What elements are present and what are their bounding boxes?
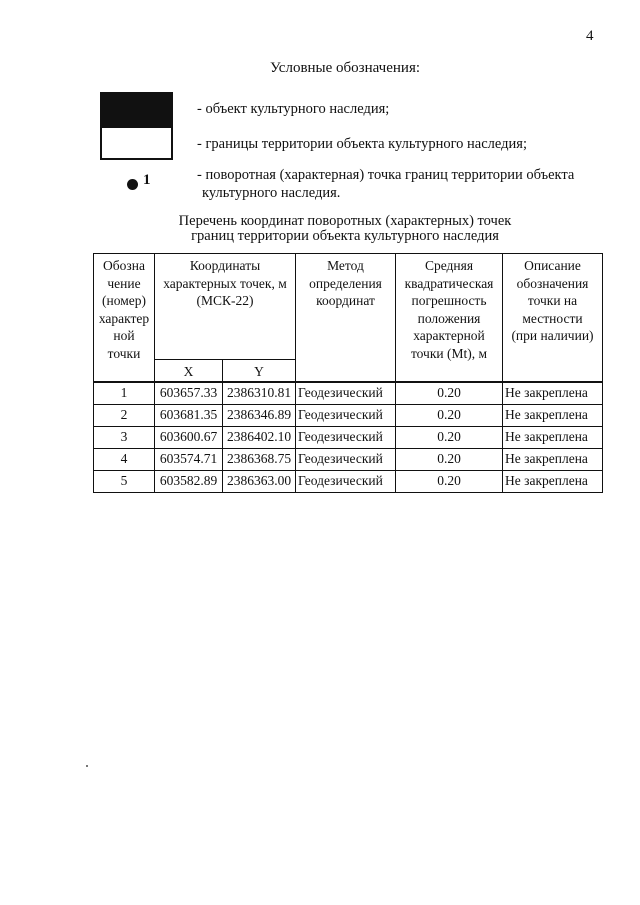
cell-y: 2386402.10 — [223, 426, 296, 448]
cell-method: Геодезический — [296, 382, 396, 405]
header-x: X — [155, 360, 223, 382]
cell-description: Не закреплена — [503, 448, 603, 470]
table-caption-line1: Перечень координат поворотных (характерных) точек — [178, 213, 512, 229]
cell-y: 2386310.81 — [223, 382, 296, 405]
scan-speck — [86, 765, 88, 767]
cell-error: 0.20 — [396, 448, 503, 470]
cell-error: 0.20 — [396, 404, 503, 426]
table-caption — [0, 214, 640, 244]
cell-description: Не закреплена — [503, 470, 603, 492]
cell-x: 603657.33 — [155, 382, 223, 405]
cell-y: 2386368.75 — [223, 448, 296, 470]
table-row — [94, 426, 603, 448]
cell-method: Геодезический — [296, 470, 396, 492]
page-number: 4 — [586, 28, 594, 44]
filled-rectangle-symbol — [100, 92, 173, 126]
cell-description: Не закреплена — [503, 426, 603, 448]
coordinates-table — [93, 253, 603, 493]
legend-item-text: - границы территории объекта культурного наследия; — [197, 136, 527, 152]
legend-item-text: - объект культурного наследия; — [197, 101, 390, 117]
cell-point-number: 5 — [94, 470, 155, 492]
cell-method: Геодезический — [296, 448, 396, 470]
header-coordinates: Координаты характерных точек, м (МСК-22) — [155, 254, 296, 360]
cell-point-number: 4 — [94, 448, 155, 470]
cell-point-number: 2 — [94, 404, 155, 426]
cell-description: Не закреплена — [503, 404, 603, 426]
header-point-number: Обозна чение (номер) характер ной точки — [94, 254, 155, 382]
legend-item-text-line1: - поворотная (характерная) точка границ территории объекта — [197, 167, 575, 183]
header-mean-error: Средняя квадратическая погрешность положения характерной точки (Mt), м — [396, 254, 503, 382]
legend-item-text-line2: культурного наследия. — [202, 185, 341, 201]
header-method: Метод определения координат — [296, 254, 396, 382]
cell-point-number: 1 — [94, 382, 155, 405]
cell-error: 0.20 — [396, 382, 503, 405]
table-row — [94, 382, 603, 405]
point-symbol — [127, 179, 138, 190]
cell-error: 0.20 — [396, 426, 503, 448]
header-y: Y — [223, 360, 296, 382]
cell-error: 0.20 — [396, 470, 503, 492]
cell-x: 603582.89 — [155, 470, 223, 492]
table-row — [94, 448, 603, 470]
cell-y: 2386346.89 — [223, 404, 296, 426]
table-row — [94, 404, 603, 426]
cell-method: Геодезический — [296, 426, 396, 448]
point-symbol-label: 1 — [143, 172, 151, 188]
cell-point-number: 3 — [94, 426, 155, 448]
cell-x: 603600.67 — [155, 426, 223, 448]
cell-x: 603681.35 — [155, 404, 223, 426]
cell-y: 2386363.00 — [223, 470, 296, 492]
header-description: Описание обозначения точки на местности (при наличии) — [503, 254, 603, 382]
cell-x: 603574.71 — [155, 448, 223, 470]
outline-rectangle-symbol — [100, 126, 173, 160]
table-row — [94, 470, 603, 492]
cell-method: Геодезический — [296, 404, 396, 426]
cell-description: Не закреплена — [503, 382, 603, 405]
legend-item-text — [197, 166, 574, 202]
table-caption-line2: границ территории объекта культурного наследия — [191, 228, 499, 244]
legend-title: Условные обозначения: — [269, 60, 421, 76]
